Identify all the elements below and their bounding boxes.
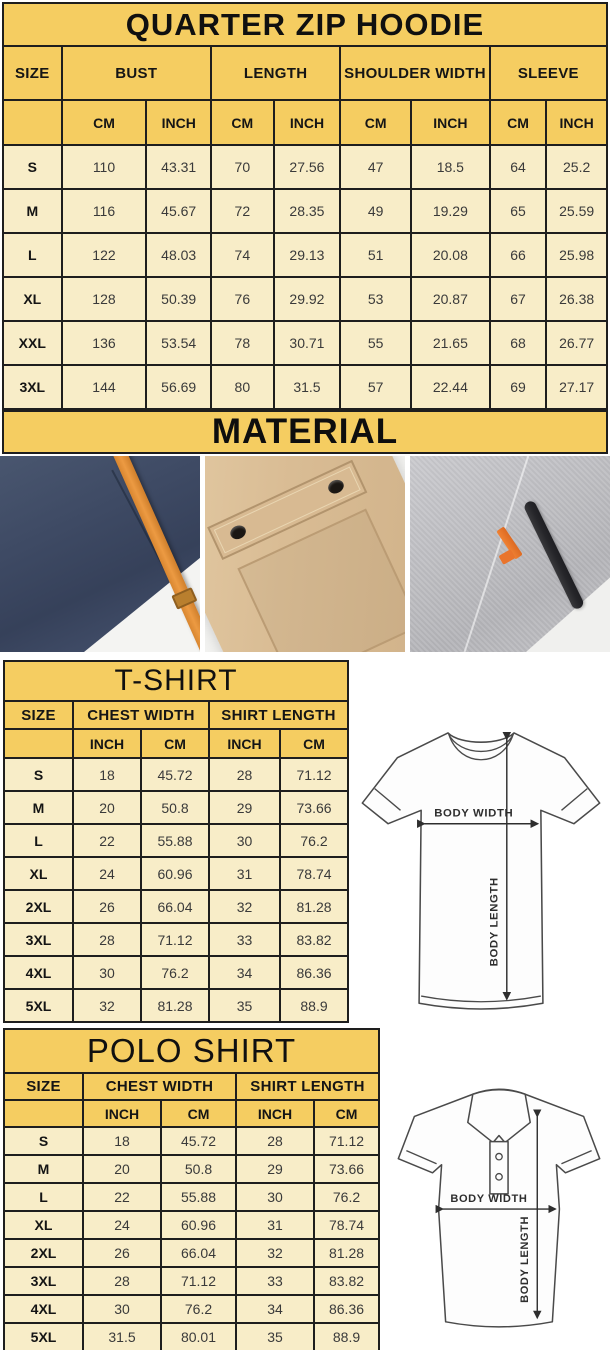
size-row-3xl <box>3 365 607 409</box>
measurement-cell: 69 <box>490 365 547 409</box>
tshirt-size-table <box>3 660 349 1023</box>
size-label: 2XL <box>4 890 73 923</box>
measurement-cell: 26.38 <box>546 277 607 321</box>
measurement-cell: 76.2 <box>141 956 209 989</box>
measurement-cell: 34 <box>236 1295 314 1323</box>
body-width-label: BODY WIDTH <box>434 807 514 820</box>
unit-header: INCH <box>236 1100 314 1127</box>
size-label: L <box>3 233 62 277</box>
size-label: XXL <box>3 321 62 365</box>
size-label: 4XL <box>4 1295 83 1323</box>
measurement-cell: 78 <box>211 321 274 365</box>
unit-header: INCH <box>83 1100 161 1127</box>
col-header-shoulder-width: SHOULDER WIDTH <box>340 46 489 100</box>
measurement-cell: 50.39 <box>146 277 211 321</box>
unit-header: CM <box>161 1100 236 1127</box>
measurement-cell: 88.9 <box>280 989 348 1022</box>
col-header-bust: BUST <box>62 46 211 100</box>
unit-header: INCH <box>274 100 341 145</box>
measurement-cell: 86.36 <box>314 1295 379 1323</box>
measurement-cell: 35 <box>236 1323 314 1350</box>
measurement-cell: 30.71 <box>274 321 341 365</box>
size-label: 4XL <box>4 956 73 989</box>
size-label: S <box>4 1127 83 1155</box>
size-label: XL <box>4 857 73 890</box>
measurement-cell: 74 <box>211 233 274 277</box>
size-label: M <box>3 189 62 233</box>
tshirt-table-title: T-SHIRT <box>4 661 348 701</box>
measurement-cell: 78.74 <box>314 1211 379 1239</box>
size-row-5xl <box>4 1323 379 1350</box>
polo-table-title: POLO SHIRT <box>4 1029 379 1073</box>
measurement-cell: 50.8 <box>141 791 209 824</box>
measurement-cell: 32 <box>209 890 280 923</box>
measurement-cell: 24 <box>73 857 141 890</box>
measurement-cell: 22.44 <box>411 365 490 409</box>
size-label: L <box>4 1183 83 1211</box>
size-label: M <box>4 791 73 824</box>
measurement-cell: 45.67 <box>146 189 211 233</box>
measurement-cell: 32 <box>73 989 141 1022</box>
size-row-2xl <box>4 1239 379 1267</box>
polo-title-row <box>4 1029 379 1073</box>
col-header-size: SIZE <box>3 46 62 100</box>
polo-group-header-row <box>4 1073 379 1100</box>
measurement-cell: 18 <box>73 758 141 791</box>
size-row-4xl <box>4 956 348 989</box>
measurement-cell: 88.9 <box>314 1323 379 1350</box>
measurement-cell: 76.2 <box>280 824 348 857</box>
measurement-cell: 86.36 <box>280 956 348 989</box>
measurement-cell: 64 <box>490 145 547 189</box>
col-header-length: LENGTH <box>211 46 340 100</box>
measurement-cell: 53.54 <box>146 321 211 365</box>
size-label: S <box>4 758 73 791</box>
hoodie-title-row <box>3 3 607 46</box>
polo-measurement-diagram <box>388 1058 610 1350</box>
measurement-cell: 128 <box>62 277 147 321</box>
measurement-cell: 55.88 <box>161 1183 236 1211</box>
measurement-cell: 29.92 <box>274 277 341 321</box>
body-length-label: BODY LENGTH <box>488 877 501 967</box>
hoodie-group-header-row <box>3 46 607 100</box>
size-row-m <box>4 791 348 824</box>
hoodie-table-title: QUARTER ZIP HOODIE <box>3 3 607 46</box>
measurement-cell: 29.13 <box>274 233 341 277</box>
measurement-cell: 30 <box>73 956 141 989</box>
measurement-cell: 66 <box>490 233 547 277</box>
measurement-cell: 22 <box>73 824 141 857</box>
measurement-cell: 28 <box>83 1267 161 1295</box>
size-row-l <box>4 1183 379 1211</box>
measurement-cell: 20.08 <box>411 233 490 277</box>
measurement-cell: 60.96 <box>141 857 209 890</box>
material-section-title: MATERIAL <box>2 410 608 454</box>
unit-header: INCH <box>546 100 607 145</box>
unit-header: CM <box>211 100 274 145</box>
unit-header: INCH <box>209 729 280 758</box>
measurement-cell: 55.88 <box>141 824 209 857</box>
size-row-xl <box>3 277 607 321</box>
measurement-cell: 35 <box>209 989 280 1022</box>
size-label: L <box>4 824 73 857</box>
measurement-cell: 73.66 <box>314 1155 379 1183</box>
col-header-shirt-length: SHIRT LENGTH <box>236 1073 379 1100</box>
measurement-cell: 78.74 <box>280 857 348 890</box>
measurement-cell: 25.98 <box>546 233 607 277</box>
size-row-m <box>3 189 607 233</box>
measurement-cell: 26 <box>83 1239 161 1267</box>
measurement-cell: 34 <box>209 956 280 989</box>
measurement-cell: 30 <box>83 1295 161 1323</box>
measurement-cell: 19.29 <box>411 189 490 233</box>
tshirt-title-row <box>4 661 348 701</box>
measurement-cell: 33 <box>236 1267 314 1295</box>
measurement-cell: 68 <box>490 321 547 365</box>
measurement-cell: 71.12 <box>161 1267 236 1295</box>
material-photos <box>0 456 610 652</box>
measurement-cell: 29 <box>236 1155 314 1183</box>
col-header-sleeve: SLEEVE <box>490 46 607 100</box>
measurement-cell: 72 <box>211 189 274 233</box>
size-label: XL <box>4 1211 83 1239</box>
measurement-cell: 27.17 <box>546 365 607 409</box>
measurement-cell: 31 <box>236 1211 314 1239</box>
unit-header: CM <box>141 729 209 758</box>
measurement-cell: 144 <box>62 365 147 409</box>
measurement-cell: 24 <box>83 1211 161 1239</box>
size-row-l <box>3 233 607 277</box>
measurement-cell: 43.31 <box>146 145 211 189</box>
measurement-cell: 80 <box>211 365 274 409</box>
measurement-cell: 33 <box>209 923 280 956</box>
polo-outline-drawing <box>388 1058 610 1350</box>
size-row-s <box>4 1127 379 1155</box>
khaki-fabric <box>205 456 405 652</box>
measurement-cell: 31.5 <box>274 365 341 409</box>
measurement-cell: 31 <box>209 857 280 890</box>
measurement-cell: 18.5 <box>411 145 490 189</box>
measurement-cell: 65 <box>490 189 547 233</box>
unit-header: CM <box>280 729 348 758</box>
measurement-cell: 26.77 <box>546 321 607 365</box>
size-row-xxl <box>3 321 607 365</box>
measurement-cell: 73.66 <box>280 791 348 824</box>
measurement-cell: 57 <box>340 365 411 409</box>
measurement-cell: 21.65 <box>411 321 490 365</box>
size-row-4xl <box>4 1295 379 1323</box>
tshirt-unit-header-row <box>4 729 348 758</box>
measurement-cell: 56.69 <box>146 365 211 409</box>
empty-size-cell <box>4 729 73 758</box>
material-photo-navy-drawstring <box>0 456 200 652</box>
measurement-cell: 76 <box>211 277 274 321</box>
size-row-m <box>4 1155 379 1183</box>
measurement-cell: 45.72 <box>161 1127 236 1155</box>
measurement-cell: 66.04 <box>141 890 209 923</box>
hoodie-size-table <box>2 2 608 410</box>
measurement-cell: 27.56 <box>274 145 341 189</box>
measurement-cell: 47 <box>340 145 411 189</box>
measurement-cell: 25.59 <box>546 189 607 233</box>
measurement-cell: 26 <box>73 890 141 923</box>
material-photo-khaki-pocket <box>205 456 405 652</box>
size-label: 3XL <box>3 365 62 409</box>
measurement-cell: 20.87 <box>411 277 490 321</box>
unit-header: INCH <box>73 729 141 758</box>
measurement-cell: 25.2 <box>546 145 607 189</box>
tshirt-measurement-diagram <box>352 710 610 1020</box>
measurement-cell: 18 <box>83 1127 161 1155</box>
unit-header: CM <box>62 100 147 145</box>
polo-unit-header-row <box>4 1100 379 1127</box>
size-row-2xl <box>4 890 348 923</box>
measurement-cell: 55 <box>340 321 411 365</box>
unit-header: INCH <box>146 100 211 145</box>
empty-size-cell <box>3 100 62 145</box>
tshirt-group-header-row <box>4 701 348 729</box>
measurement-cell: 50.8 <box>161 1155 236 1183</box>
size-label: M <box>4 1155 83 1183</box>
size-row-s <box>3 145 607 189</box>
measurement-cell: 45.72 <box>141 758 209 791</box>
body-length-label: BODY LENGTH <box>519 1215 532 1303</box>
measurement-cell: 28 <box>73 923 141 956</box>
polo-size-table <box>3 1028 380 1350</box>
size-row-3xl <box>4 1267 379 1295</box>
tshirt-outline-drawing <box>352 710 610 1020</box>
unit-header: CM <box>340 100 411 145</box>
size-label: 3XL <box>4 1267 83 1295</box>
measurement-cell: 32 <box>236 1239 314 1267</box>
unit-header: CM <box>490 100 547 145</box>
col-header-shirt-length: SHIRT LENGTH <box>209 701 348 729</box>
measurement-cell: 76.2 <box>314 1183 379 1211</box>
unit-header: CM <box>314 1100 379 1127</box>
size-row-xl <box>4 1211 379 1239</box>
size-row-5xl <box>4 989 348 1022</box>
size-label: S <box>3 145 62 189</box>
measurement-cell: 30 <box>209 824 280 857</box>
measurement-cell: 49 <box>340 189 411 233</box>
measurement-cell: 71.12 <box>141 923 209 956</box>
measurement-cell: 20 <box>83 1155 161 1183</box>
size-label: XL <box>3 277 62 321</box>
col-header-chest-width: CHEST WIDTH <box>83 1073 236 1100</box>
size-row-xl <box>4 857 348 890</box>
size-label: 5XL <box>4 989 73 1022</box>
measurement-cell: 20 <box>73 791 141 824</box>
empty-size-cell <box>4 1100 83 1127</box>
measurement-cell: 71.12 <box>314 1127 379 1155</box>
measurement-cell: 30 <box>236 1183 314 1211</box>
col-header-size: SIZE <box>4 1073 83 1100</box>
material-photo-gray-zipper <box>410 456 610 652</box>
measurement-cell: 116 <box>62 189 147 233</box>
measurement-cell: 83.82 <box>280 923 348 956</box>
measurement-cell: 60.96 <box>161 1211 236 1239</box>
size-row-l <box>4 824 348 857</box>
measurement-cell: 53 <box>340 277 411 321</box>
measurement-cell: 76.2 <box>161 1295 236 1323</box>
size-label: 3XL <box>4 923 73 956</box>
measurement-cell: 81.28 <box>314 1239 379 1267</box>
measurement-cell: 29 <box>209 791 280 824</box>
measurement-cell: 66.04 <box>161 1239 236 1267</box>
measurement-cell: 28 <box>236 1127 314 1155</box>
measurement-cell: 48.03 <box>146 233 211 277</box>
measurement-cell: 28 <box>209 758 280 791</box>
measurement-cell: 71.12 <box>280 758 348 791</box>
size-row-3xl <box>4 923 348 956</box>
measurement-cell: 122 <box>62 233 147 277</box>
measurement-cell: 81.28 <box>280 890 348 923</box>
unit-header: INCH <box>411 100 490 145</box>
col-header-size: SIZE <box>4 701 73 729</box>
measurement-cell: 67 <box>490 277 547 321</box>
measurement-cell: 83.82 <box>314 1267 379 1295</box>
measurement-cell: 81.28 <box>141 989 209 1022</box>
measurement-cell: 28.35 <box>274 189 341 233</box>
measurement-cell: 70 <box>211 145 274 189</box>
measurement-cell: 22 <box>83 1183 161 1211</box>
measurement-cell: 80.01 <box>161 1323 236 1350</box>
size-label: 2XL <box>4 1239 83 1267</box>
body-width-label: BODY WIDTH <box>450 1192 528 1205</box>
measurement-cell: 136 <box>62 321 147 365</box>
measurement-cell: 31.5 <box>83 1323 161 1350</box>
measurement-cell: 51 <box>340 233 411 277</box>
col-header-chest-width: CHEST WIDTH <box>73 701 209 729</box>
measurement-cell: 110 <box>62 145 147 189</box>
size-row-s <box>4 758 348 791</box>
size-label: 5XL <box>4 1323 83 1350</box>
hoodie-unit-header-row <box>3 100 607 145</box>
